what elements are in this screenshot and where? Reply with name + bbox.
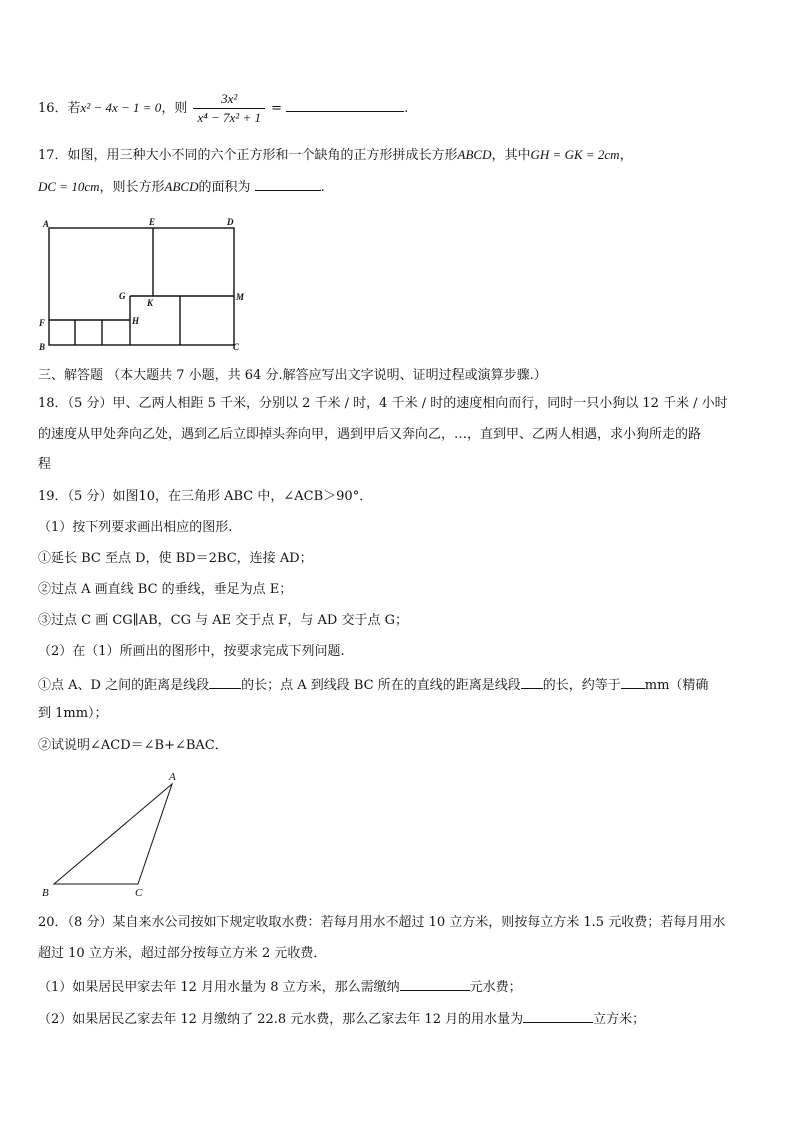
q16-end: . [404,101,409,116]
question-19-subquestion-1 [38,674,774,696]
q17-end-2: . [320,180,325,195]
q17-text-d: 的面积为 [198,180,251,195]
q20-sub2-end: 立方米； [593,1012,646,1027]
q17-text-c: ，则长方形 [99,180,165,195]
q19-blank-segment-ad[interactable] [209,674,241,689]
label-H: H [132,316,140,326]
q17-abcd-2: ABCD [164,179,199,194]
label-B: B [39,342,46,352]
label-M: M [236,292,245,302]
question-17-line1 [38,145,774,166]
q17-abcd: ABCD [457,147,492,162]
q16-equals: = [271,101,283,116]
question-20-line1: 20．（8 分）某自来水公司按如下规定收取水费：若每月用水不超过 10 立方米，则按每立方米 1.5 元收费；若每月用水 [38,915,726,930]
q19-text-d: mm（精确 [644,678,709,693]
label-E: E [149,217,156,227]
label-C: C [233,342,240,352]
q17-text-b: ，其中 [491,148,531,163]
q20-sub2-blank[interactable] [523,1008,593,1023]
q20-sub1-end: 元水费； [469,980,522,995]
q20-sub2-text: （2）如果居民乙家去年 12 月缴纳了 22.8 元水费，那么乙家去年 12 月的用水量为 [38,1012,524,1027]
question-16 [38,88,774,129]
question-18-line1: 18．（5 分）甲、乙两人相距 5 千米，分别以 2 千米 / 时，4 千米 / 时的速度相向而行，同时一只小狗以 12 千米 / 小时 [38,396,728,411]
label-A: A [169,771,176,783]
q17-gh-condition: GH = GK = 2cm [530,147,620,162]
figure-19-triangle [38,768,188,898]
q16-prefix: 16．若 [38,101,81,116]
label-C: C [135,887,143,898]
question-20-sub1 [38,976,774,998]
q16-fraction-numerator: 3x² [193,90,265,109]
question-19-prove: ②试说明∠ACD＝∠B+∠BAC． [38,738,228,753]
q16-fraction [193,90,265,127]
question-19-subquestion-1-cont: 到 1mm）； [38,706,108,721]
q17-dc-condition: DC = 10cm [38,179,100,194]
question-19-step2: ②过点 A 画直线 BC 的垂线，垂足为点 E； [38,582,293,597]
q20-sub1-blank[interactable] [400,976,470,991]
q19-text-a: ①点 A、D 之间的距离是线段 [38,678,210,693]
q16-fraction-denominator: x⁴ − 7x² + 1 [197,110,261,125]
question-20-line2: 超过 10 立方米，超过部分按每立方米 2 元收费． [38,946,327,961]
label-D: D [227,217,234,227]
triangle-abc [54,784,172,884]
label-A: A [43,219,50,229]
q19-text-b: 的长；点 A 到线段 BC 所在的直线的距离是线段 [241,678,521,693]
label-G: G [119,291,126,301]
question-19-step1: ①延长 BC 至点 D，使 BD＝2BC，连接 AD； [38,551,313,566]
q19-blank-length[interactable] [621,674,645,689]
question-18-line2: 的速度从甲处奔向乙处，遇到乙后立即掉头奔向甲，遇到甲后又奔向乙，…，直到甲、乙两人相遇，求小狗所走的路 [38,427,702,442]
q16-mid: ，则 [161,101,188,116]
question-17-line2 [38,176,774,198]
question-19-part2: （2）在（1）所画出的图形中，按要求完成下列问题. [38,644,345,659]
q17-answer-blank[interactable] [255,176,321,191]
label-K: K [147,298,154,308]
q17-end: ， [619,148,633,163]
q20-sub1-text: （1）如果居民甲家去年 12 月用水量为 8 立方米，那么需缴纳 [38,980,400,995]
q19-blank-segment-ae[interactable] [521,674,543,689]
question-19-line1: 19．（5 分）如图10，在三角形 ABC 中，∠ACB＞90°． [38,489,373,504]
rect-abcd [49,228,234,345]
question-19-step3: ③过点 C 画 CG∥AB，CG 与 AE 交于点 F，与 AD 交于点 G； [38,613,408,628]
section-3-heading: 三、解答题 （本大题共 7 小题，共 64 分.解答应写出文字说明、证明过程或演算步骤.） [38,368,547,383]
question-19-part1: （1）按下列要求画出相应的图形. [38,520,233,535]
q16-condition: x² − 4x − 1 = 0 [80,100,162,115]
label-B: B [42,887,49,898]
q16-answer-blank[interactable] [286,97,404,112]
question-20-sub2 [38,1008,774,1030]
label-F: F [39,318,46,328]
question-18-line3: 程 [38,457,52,472]
q17-text: 17．如图，用三种大小不同的六个正方形和一个缺角的正方形拼成长方形 [38,148,458,163]
q19-text-c: 的长，约等于 [542,678,621,693]
figure-17-rectangle-diagram [34,212,254,354]
